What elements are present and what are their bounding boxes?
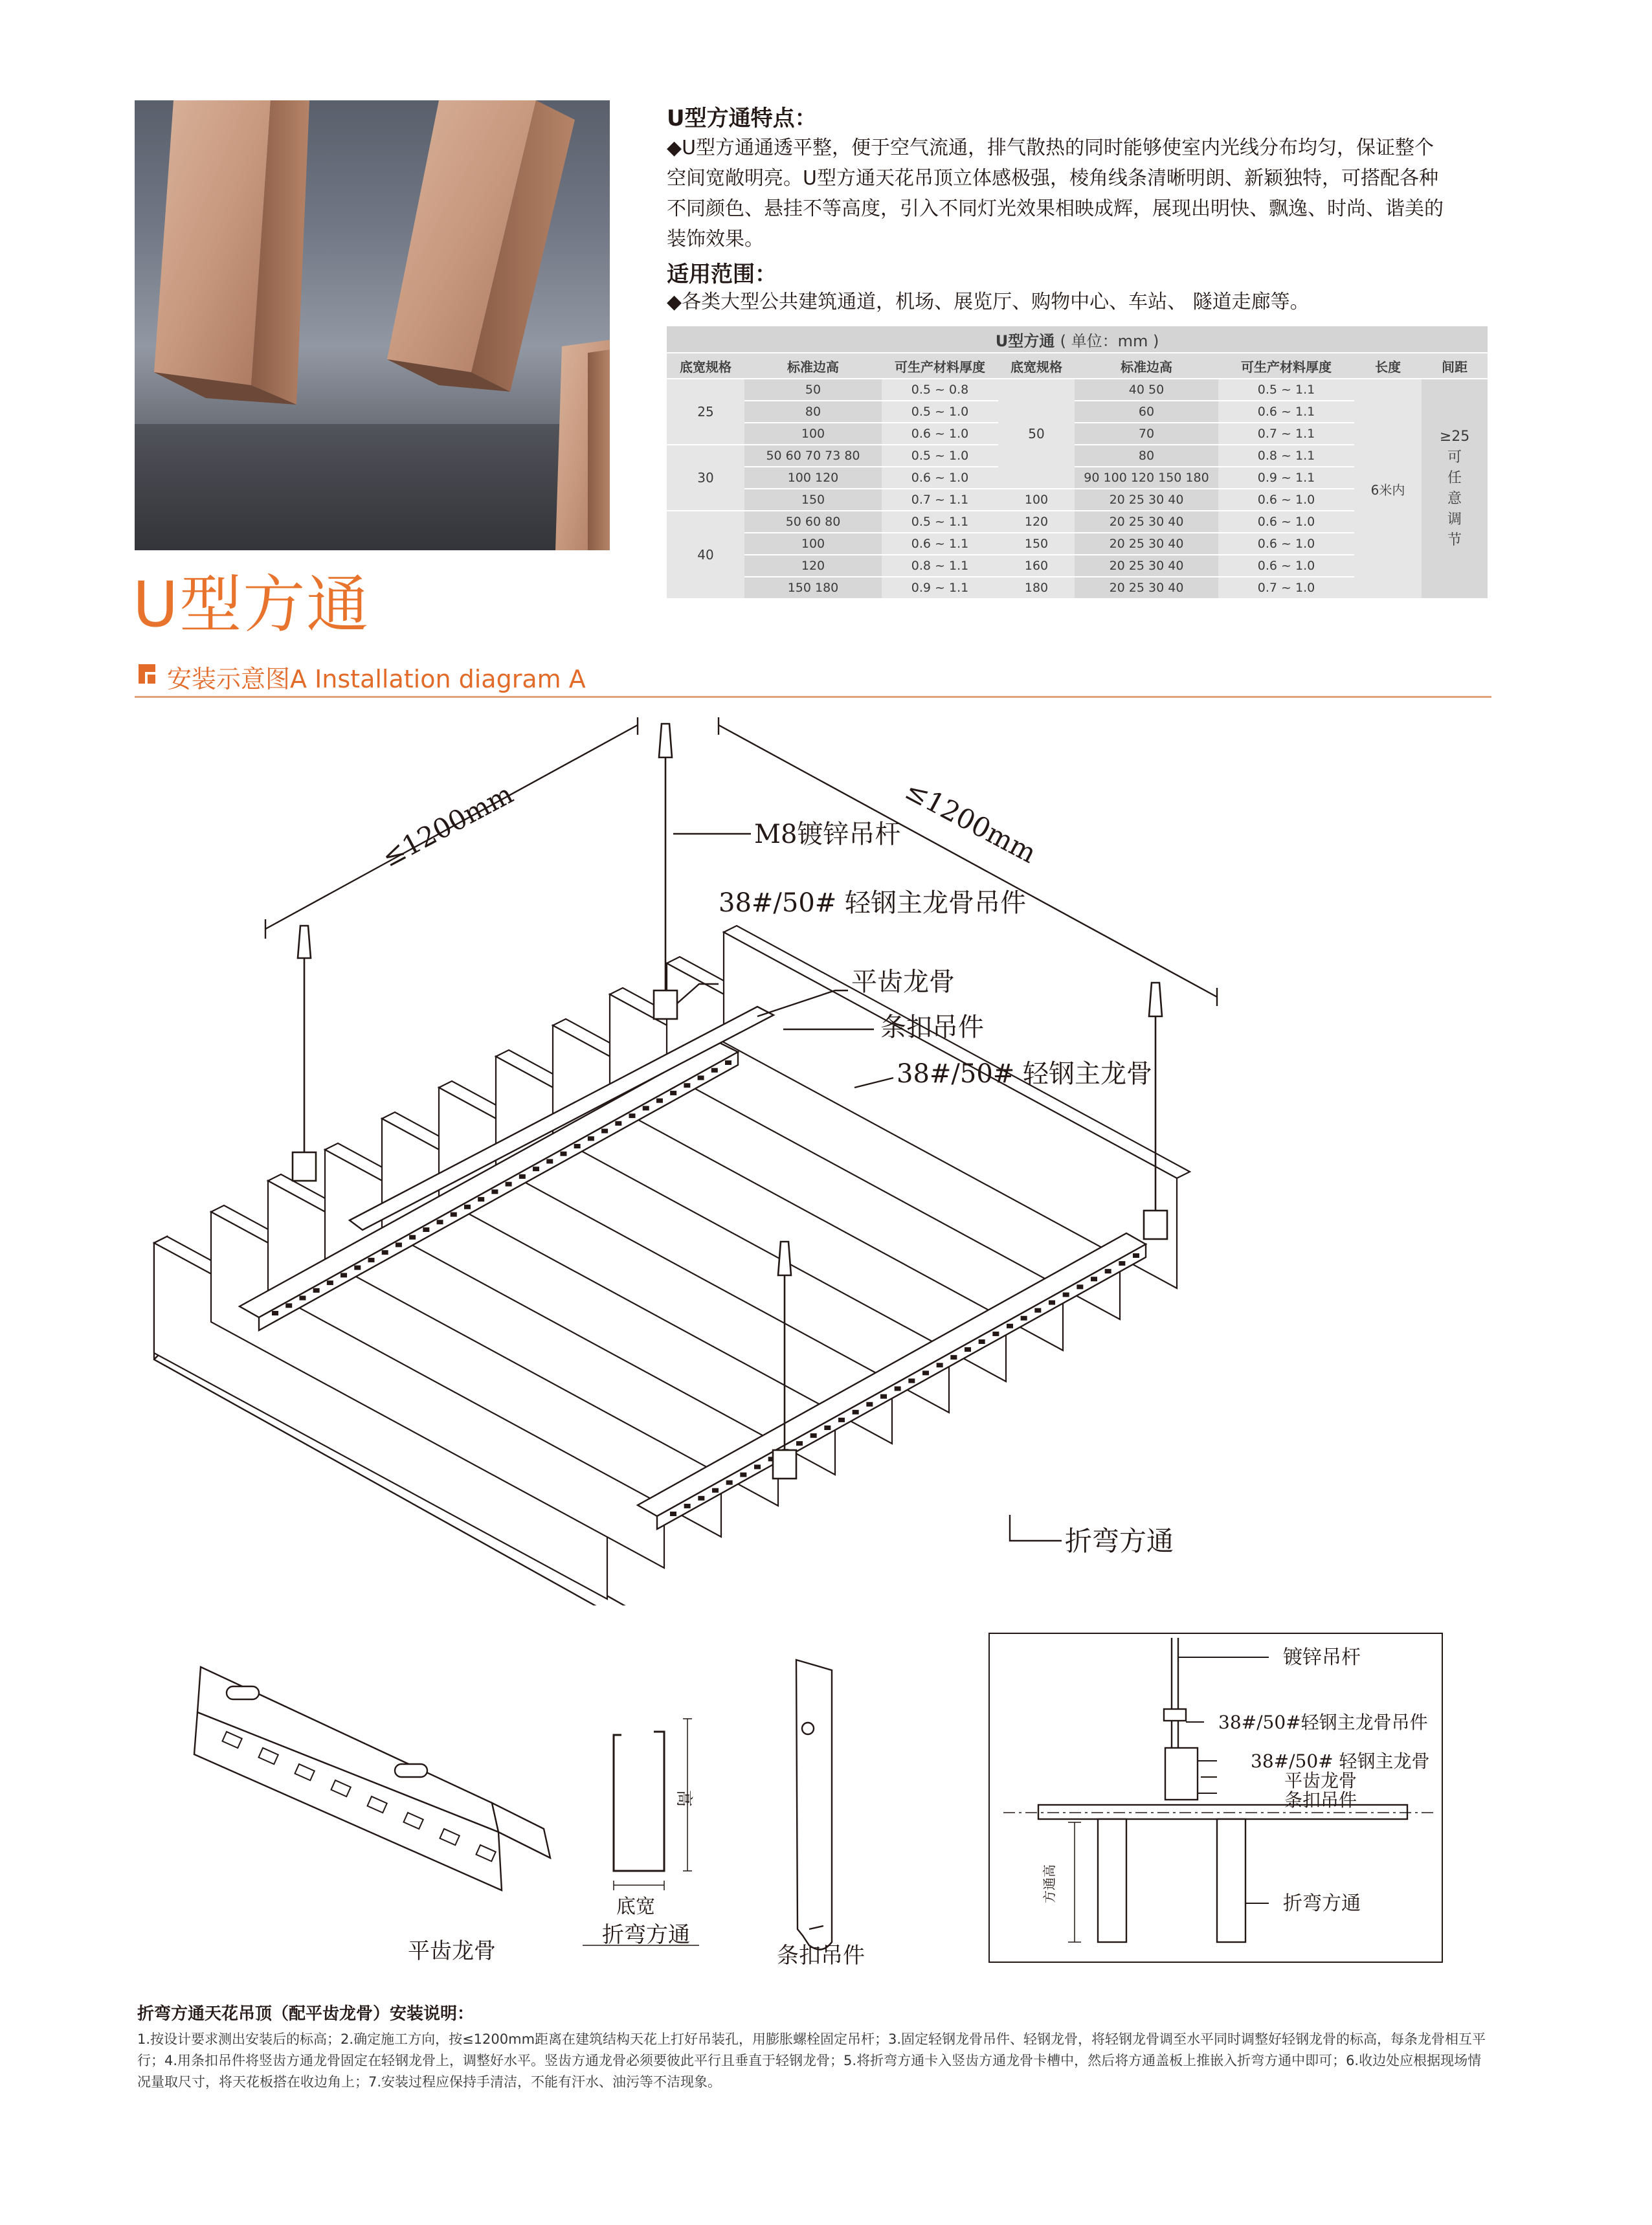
thickness-cell: 0.6 ~ 1.0 [882,423,998,445]
rod-label: M8镀锌吊杆 [754,820,901,849]
slot-mark [880,1394,887,1399]
slot-mark [1105,1269,1111,1273]
slot-mark [965,1347,971,1352]
slot-mark [560,1152,566,1156]
product-title: U型方通 [133,568,370,641]
col-header: 间距 [1422,353,1488,379]
features-paragraph [667,133,1502,254]
edge-height-cell: 100 120 [744,467,882,489]
detail-frame [989,1633,1442,1962]
slot-mark [950,1355,957,1359]
table-caption-row [667,326,1488,353]
thickness-cell: 0.8 ~ 1.1 [882,555,998,577]
slot-mark [712,1488,719,1493]
table-row [667,379,1488,401]
slot-mark [1049,1301,1055,1305]
edge-height-cell: 70 [1075,423,1218,445]
thickness-cell: 0.7 ~ 1.1 [1218,423,1354,445]
edge-height-cell: 150 [744,489,882,511]
slot-mark [796,1441,803,1446]
notes-line: 行；4.用条扣吊件将竖齿方通龙骨固定在轻钢龙骨上，调整好水平。竖齿方通龙骨必须要彼此平行且垂直于轻钢龙骨；5.将折弯方通卡入竖齿方通龙骨卡槽中，然后将方通盖板上推嵌入折弯方通中即可；6.收边处应根据现场情 [137,2053,1482,2068]
slot-mark [1133,1253,1139,1258]
slot-mark [451,1213,457,1217]
edge-height-cell: 80 [744,401,882,423]
slot-mark [1091,1277,1097,1281]
dim-left-label: ≤1200mm [376,777,519,873]
thickness-cell: 0.7 ~ 1.1 [882,489,998,511]
notes-line: 1.按设计要求测出安装后的标高；2.确定施工方向，按≤1200mm距离在建筑结构天花上打好吊装孔，用膨胀螺栓固定吊杆；3.固定轻钢龙骨吊件、轻钢龙骨，将轻钢龙骨调至水平同时调整好轻钢龙骨的标高，每条龙骨相互平 [137,2031,1486,2047]
edge-height-cell: 20 25 30 40 [1075,577,1218,599]
slot-mark [1034,1308,1041,1313]
u-tube-photo-illustration [135,100,610,550]
features-line: ◆U型方通通透平整，便于空气流通，排气散热的同时能够使室内光线分布均匀，保证整个 [667,137,1434,159]
scope-heading: 适用范围： [667,262,777,287]
slot-mark [684,1083,690,1088]
installation-diagram [0,706,1652,1605]
part-bottom-width-label: 底宽 [616,1895,655,1918]
slot-mark [396,1242,402,1247]
product-photo [135,100,610,550]
bent-tube-label: 折弯方通 [1065,1525,1174,1557]
base-width-cell: 40 [667,511,744,599]
detail-main-hanger-label: 38#/50#轻钢主龙骨吊件 [1218,1712,1428,1733]
detail-bent-tube-label: 折弯方通 [1283,1892,1361,1915]
base-width-cell: 160 [998,555,1075,577]
slot-mark [546,1159,553,1163]
thickness-cell: 0.6 ~ 1.0 [1218,511,1354,533]
slot-mark [824,1426,831,1430]
thickness-cell: 0.6 ~ 1.0 [1218,555,1354,577]
slot-mark [937,1363,943,1367]
slot-mark [1077,1284,1083,1289]
slot-mark [629,1113,636,1118]
slot-mark [979,1339,985,1344]
slot-mark [437,1220,443,1224]
slot-mark [711,1068,718,1073]
spacing-cell: ≥25 可 任 意 调 节 [1422,379,1488,599]
base-width-cell: 25 [667,379,744,445]
edge-height-cell: 50 [744,379,882,401]
slot-mark [491,1189,498,1194]
slot-mark [754,1464,761,1469]
section-title: 安装示意图A Installation diagram A [167,665,586,693]
features-line: 不同颜色、悬挂不等高度，引入不同灯光效果相映成辉，展现出明快、飘逸、时尚、谐美的 [667,197,1444,220]
edge-height-cell: 80 [1075,445,1218,467]
section-marker-icon [139,664,155,684]
col-header: 底宽规格 [998,353,1075,379]
col-header: 长度 [1354,353,1422,379]
part-clip-hanger-label: 条扣吊件 [777,1943,865,1969]
slot-mark [327,1280,333,1285]
col-header: 可生产材料厚度 [882,353,998,379]
slot-mark [519,1174,526,1179]
main-keel-label: 38#/50# 轻钢主龙骨 [897,1059,1153,1089]
thickness-cell: 0.9 ~ 1.1 [1218,467,1354,489]
slot-mark [506,1182,512,1187]
base-width-cell: 150 [998,533,1075,555]
thickness-cell: 0.6 ~ 1.0 [882,467,998,489]
slot-mark [464,1205,471,1209]
edge-height-cell: 60 [1075,401,1218,423]
part-flat-keel-label: 平齿龙骨 [408,1938,496,1964]
thickness-cell: 0.6 ~ 1.1 [1218,401,1354,423]
section-detail [984,1631,1450,1968]
detail-rod-label: 镀锌吊杆 [1283,1646,1361,1669]
edge-height-cell: 20 25 30 40 [1075,555,1218,577]
thickness-cell: 0.5 ~ 1.1 [1218,379,1354,401]
slot-mark [740,1473,746,1477]
slot-mark [588,1136,594,1141]
slot-mark [1007,1324,1013,1328]
slot-mark [299,1296,306,1301]
slot-mark [272,1311,278,1315]
features-line: 装饰效果。 [667,228,764,251]
col-header: 标准边高 [1075,353,1218,379]
edge-height-cell: 150 180 [744,577,882,599]
base-width-cell: 50 [998,379,1075,489]
slot-mark [615,1121,621,1126]
slot-mark [382,1250,388,1255]
section-divider [135,696,1491,698]
slot-mark [895,1387,901,1391]
edge-height-cell: 50 60 70 73 80 [744,445,882,467]
notes-title: 折弯方通天花吊顶（配平齿龙骨）安装说明： [137,2004,474,2024]
table-caption [667,326,1488,353]
features-heading: U型方通特点： [667,106,817,131]
base-width-cell: 120 [998,511,1075,533]
clip-hanger-label: 条扣吊件 [880,1012,984,1042]
base-width-cell: 100 [998,489,1075,511]
slot-mark [409,1235,416,1240]
notes-body [137,2029,1497,2093]
features-line: 空间宽敞明亮。U型方通天花吊顶立体感极强，棱角线条清晰明朗、新颖独特，可搭配各种 [667,167,1438,190]
slot-mark [1119,1261,1125,1266]
notes-line: 况量取尺寸，将天花板搭在收边角上；7.安装过程应保持手清洁，不能有汗水、油污等不洁现象。 [137,2074,722,2090]
detail-tube-height-label: 方通高 [1042,1864,1057,1903]
parts-detail [129,1657,984,1981]
slot-mark [643,1106,649,1110]
slot-mark [838,1418,845,1422]
slot-mark [1063,1292,1069,1297]
detail-clip-hanger-label: 条扣吊件 [1284,1789,1357,1811]
edge-height-cell: 20 25 30 40 [1075,533,1218,555]
thickness-cell: 0.5 ~ 0.8 [882,379,998,401]
flat-keel-part [194,1667,550,1890]
dim-right-label: ≤1200mm [900,774,1042,869]
slot-mark [726,1481,733,1485]
thickness-cell: 0.9 ~ 1.1 [882,577,998,599]
slot-mark [340,1273,347,1277]
detail-main-keel-label: 38#/50# 轻钢主龙骨 [1251,1750,1430,1772]
base-width-cell: 180 [998,577,1075,599]
base-width-cell: 30 [667,445,744,511]
part-bent-tube-label: 折弯方通 [602,1922,690,1948]
slot-mark [922,1370,929,1375]
table-unit: ( 单位：mm ) [1060,331,1159,350]
clip-hanger-part [796,1660,832,1949]
slot-mark [313,1288,320,1293]
table-header-row [667,353,1488,379]
slot-mark [574,1144,581,1148]
edge-height-cell: 40 50 [1075,379,1218,401]
slot-mark [478,1197,484,1202]
slot-mark [853,1410,859,1414]
table-title: U型方通 [995,331,1055,350]
slot-mark [725,1060,731,1065]
edge-height-cell: 50 60 80 [744,511,882,533]
edge-height-cell: 100 [744,423,882,445]
slot-mark [368,1258,374,1262]
slot-mark [810,1433,817,1438]
slot-mark [354,1266,361,1270]
slot-mark [670,1091,676,1095]
slot-mark [698,1496,704,1501]
main-hanger-label: 38#/50# 轻钢主龙骨吊件 [719,888,1027,918]
thickness-cell: 0.5 ~ 1.1 [882,511,998,533]
edge-height-cell: 100 [744,533,882,555]
slot-mark [656,1099,663,1103]
slot-mark [684,1504,691,1508]
slot-mark [698,1075,704,1080]
col-header: 底宽规格 [667,353,744,379]
slot-mark [992,1332,999,1336]
edge-height-cell: 20 25 30 40 [1075,489,1218,511]
slot-mark [423,1227,429,1232]
part-height-label: 高 [674,1790,693,1807]
edge-height-cell: 120 [744,555,882,577]
thickness-cell: 0.6 ~ 1.0 [1218,533,1354,555]
slot-mark [1021,1316,1027,1321]
scope-line: ◆各类大型公共建筑通道，机场、展览厅、购物中心、车站、 隧道走廊等。 [667,291,1310,313]
thickness-cell: 0.7 ~ 1.0 [1218,577,1354,599]
slot-mark [533,1167,539,1171]
slot-mark [908,1378,915,1383]
slot-mark [285,1303,292,1308]
thickness-cell: 0.5 ~ 1.0 [882,401,998,423]
flat-keel-label: 平齿龙骨 [851,967,955,997]
thickness-cell: 0.8 ~ 1.1 [1218,445,1354,467]
spec-table [667,326,1488,599]
slot-mark [670,1512,676,1516]
thickness-cell: 0.6 ~ 1.1 [882,533,998,555]
edge-height-cell: 20 25 30 40 [1075,511,1218,533]
thickness-cell: 0.6 ~ 1.0 [1218,489,1354,511]
edge-height-cell: 90 100 120 150 180 [1075,467,1218,489]
length-cell: 6米内 [1354,379,1422,599]
slot-mark [866,1402,873,1407]
col-header: 可生产材料厚度 [1218,353,1354,379]
col-header: 标准边高 [744,353,882,379]
thickness-cell: 0.5 ~ 1.0 [882,445,998,467]
slot-mark [601,1129,608,1134]
detail-flat-keel-label: 平齿龙骨 [1284,1770,1357,1791]
